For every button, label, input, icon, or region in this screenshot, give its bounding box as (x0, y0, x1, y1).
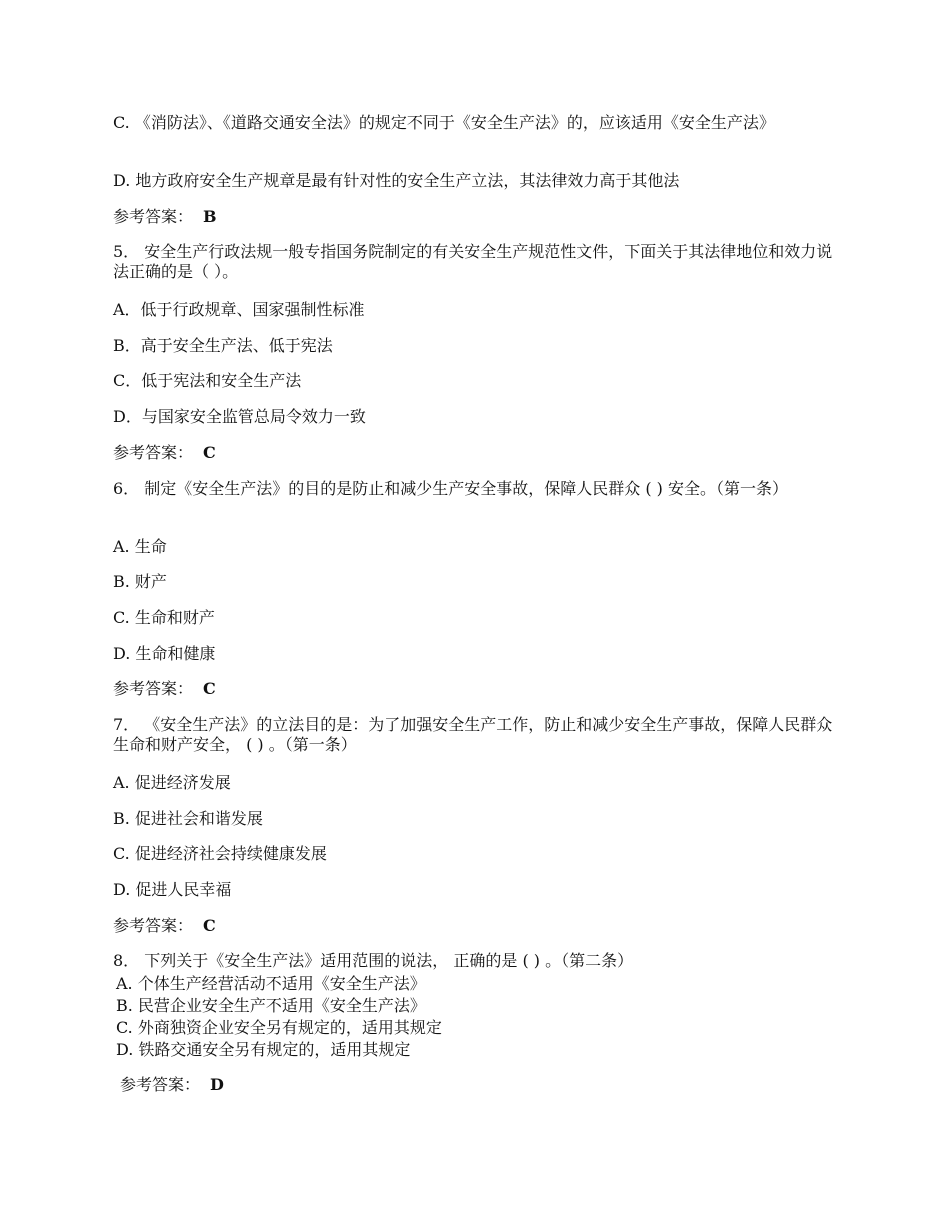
q4-option-c: C. 《消防法》、《道路交通安全法》的规定不同于《安全生产法》的，应该适用《安全生产法》 (113, 113, 775, 132)
q7-question: 7． 《安全生产法》的立法目的是：为了加强安全生产工作，防止和减少安全生产事故，保障人民群众生命和财产安全， ( ) 。（第一条） (113, 715, 833, 754)
q4-answer-label: 参考答案： (113, 207, 194, 226)
q6-answer (113, 679, 216, 699)
q8-option-d: D. 铁路交通安全另有规定的，适用其规定 (116, 1040, 411, 1059)
q8-option-a: A. 个体生产经营活动不适用《安全生产法》 (116, 974, 426, 993)
q8-answer-value: D (210, 1075, 224, 1094)
q6-option-a: A. 生命 (113, 537, 167, 556)
q6-answer-value: C (203, 679, 216, 698)
q5-option-b: B．高于安全生产法、低于宪法 (113, 336, 333, 355)
q6-answer-label: 参考答案： (113, 679, 194, 698)
q5-option-a: A．低于行政规章、国家强制性标准 (113, 300, 365, 319)
q8-option-b: B. 民营企业安全生产不适用《安全生产法》 (116, 996, 426, 1015)
q6-option-b: B. 财产 (113, 572, 167, 591)
q7-answer-label: 参考答案： (113, 916, 194, 935)
q6-question: 6． 制定《安全生产法》的目的是防止和减少生产安全事故，保障人民群众 ( ) 安全。（第一条） (113, 479, 789, 498)
q7-option-b: B. 促进社会和谐发展 (113, 809, 263, 828)
q5-answer-value: C (203, 443, 216, 462)
q5-option-d: D．与国家安全监管总局令效力一致 (113, 407, 366, 426)
q8-answer (120, 1075, 224, 1095)
q6-option-d: D. 生命和健康 (113, 644, 216, 663)
q8-answer-label: 参考答案： (120, 1075, 201, 1094)
q8-question: 8． 下列关于《安全生产法》适用范围的说法， 正确的是 ( ) 。（第二条） (113, 951, 634, 970)
q7-option-a: A. 促进经济发展 (113, 773, 231, 792)
q5-question: 5． 安全生产行政法规一般专指国务院制定的有关安全生产规范性文件，下面关于其法律地位和效力说法正确的是（ ）。 (113, 242, 833, 281)
q8-option-c: C. 外商独资企业安全另有规定的，适用其规定 (116, 1018, 442, 1037)
q4-answer (113, 207, 217, 227)
q7-option-c: C. 促进经济社会持续健康发展 (113, 844, 327, 863)
q4-option-d: D. 地方政府安全生产规章是最有针对性的安全生产立法，其法律效力高于其他法 (113, 171, 680, 190)
q7-option-d: D. 促进人民幸福 (113, 880, 232, 899)
q7-answer-value: C (203, 916, 216, 935)
q7-answer (113, 916, 216, 936)
q4-answer-value: B (203, 207, 217, 226)
q5-answer (113, 443, 216, 463)
q6-option-c: C. 生命和财产 (113, 608, 215, 627)
q5-option-c: C．低于宪法和安全生产法 (113, 371, 302, 390)
q5-answer-label: 参考答案： (113, 443, 194, 462)
